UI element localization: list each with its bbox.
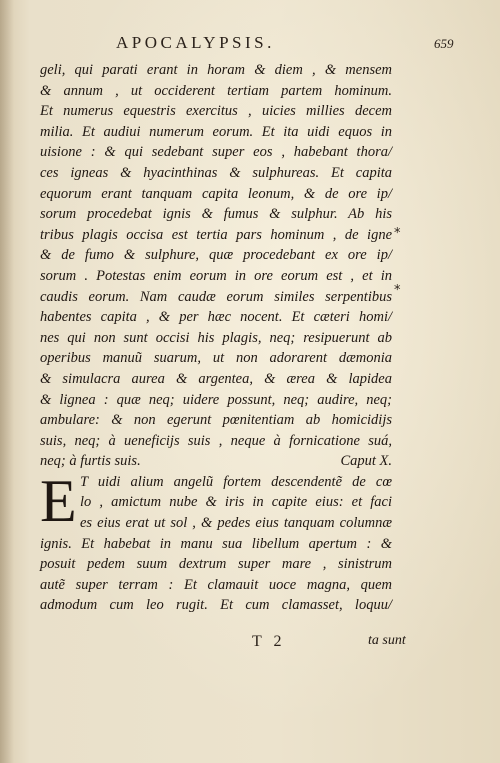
text-line: lo , amictum nube & iris in capite eius: et faci xyxy=(80,494,392,511)
drop-cap: E xyxy=(40,467,77,534)
text-line: tribus plagis occisa est tertia pars hominum , de igne xyxy=(40,226,392,243)
text-line: equorum erant tanquam capita leonum, & de ore ip/ xyxy=(40,185,392,202)
text-line: admodum cum leo rugit. Et cum clamasset, loquu/ xyxy=(40,597,392,614)
text-line: uisione : & qui sedebant super eos , habebant thora/ xyxy=(40,144,392,161)
text-line: es eius erat ut sol , & pedes eius tanquam columnæ xyxy=(80,515,392,532)
text-line: & lignea : quæ neq; uidere possunt, neq; audire, neq; xyxy=(40,391,392,408)
margin-asterisk: * xyxy=(394,226,401,241)
text-line: milia. Et audiui numerum eorum. Et ita uidi equos in xyxy=(40,123,392,140)
text-line: sorum . Potestas enim eorum in ore eorum est , et in xyxy=(40,267,392,284)
text-line: autẽ super terram : Et clamauit uoce magna, quem xyxy=(40,576,392,593)
chapter-end-text: neq; à furtis suis. xyxy=(40,453,141,470)
text-block xyxy=(40,60,392,616)
text-line: Et numerus equestris exercitus , uicies millies decem xyxy=(40,103,392,120)
text-line: T uidi alium angelũ fortem descendentẽ de cœ xyxy=(80,473,392,490)
folio-number: 659 xyxy=(434,36,454,51)
text-line: posuit pedem suum dextrum super mare , sinistrum xyxy=(40,556,392,573)
text-line: nes qui non sunt occisi his plagis, neq; resipuerunt ab xyxy=(40,329,392,346)
text-line: ces igneas & hyacinthinas & sulphureas. Et capita xyxy=(40,164,392,181)
text-line: caudis eorum. Nam caudæ eorum similes serpentibus xyxy=(40,288,392,305)
chapter-heading: Caput X. xyxy=(340,453,392,470)
text-line: & de fumo & sulphure, quæ procedebant ex ore ip/ xyxy=(40,247,392,264)
text-line: operibus manuũ suarum, ut non adorarent dæmonia xyxy=(40,350,392,367)
margin-asterisk: * xyxy=(394,283,401,298)
gutter-shadow xyxy=(0,0,14,763)
text-line: habentes capita , & per hæc nocent. Et cæteri homi/ xyxy=(40,309,392,326)
running-title: APOCALYPSIS. xyxy=(116,33,275,52)
text-line: geli, qui parati erant in horam & diem , & mensem xyxy=(40,62,392,78)
catchword: ta sunt xyxy=(368,633,406,648)
text-line: & simulacra aurea & argentea, & ærea & lapidea xyxy=(40,370,392,387)
running-head xyxy=(0,33,500,55)
signature-mark: T 2 xyxy=(252,633,286,650)
chapter-x xyxy=(40,467,392,616)
text-line: sorum procedebat ignis & fumus & sulphur. Ab his xyxy=(40,206,392,223)
text-line: & annum , ut occiderent tertiam partem hominum. xyxy=(40,82,392,99)
chapter-end-line xyxy=(40,451,392,472)
text-line: ambulare: & non egerunt pœnitentiam ab homicidijs xyxy=(40,412,392,429)
text-line: ignis. Et habebat in manu sua libellum apertum : & xyxy=(40,535,392,552)
text-line: suis, neq; à ueneficijs suis , neque à fornicatione suá, xyxy=(40,432,392,449)
